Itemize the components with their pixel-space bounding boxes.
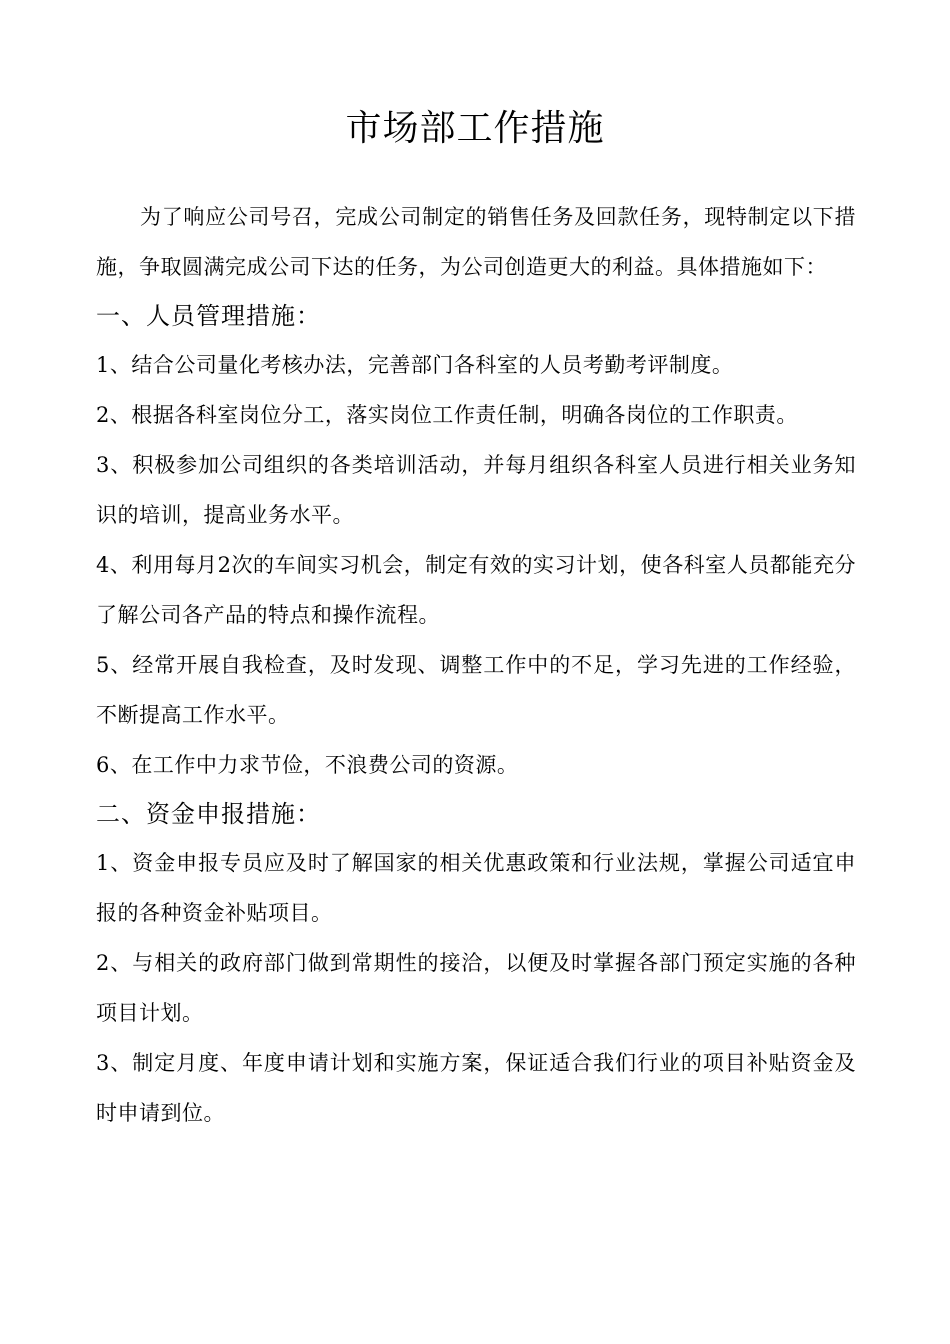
section-heading: 一、人员管理措施： [96, 302, 321, 330]
list-item: 2、根据各科室岗位分工，落实岗位工作责任制，明确各岗位的工作职责。 [96, 403, 798, 427]
list-item: 1、资金申报专员应及时了解国家的相关优惠政策和行业法规，掌握公司适宜申报的各种资金补贴项目。 [96, 851, 856, 925]
intro-paragraph: 为了响应公司号召，完成公司制定的销售任务及回款任务，现特制定以下措施，争取圆满完成公司下达的任务，为公司创造更大的利益。具体措施如下： [96, 205, 856, 279]
section-funding [96, 790, 856, 1138]
section-personnel [96, 292, 856, 790]
list-item: 1、结合公司量化考核办法，完善部门各科室的人员考勤考评制度。 [96, 353, 734, 377]
document-body [96, 192, 856, 1138]
list-item: 3、积极参加公司组织的各类培训活动，并每月组织各科室人员进行相关业务知识的培训，提高业务水平。 [96, 453, 856, 527]
list-item: 4、利用每月2次的车间实习机会，制定有效的实习计划，使各科室人员都能充分了解公司各产品的特点和操作流程。 [96, 553, 856, 627]
list-item: 5、经常开展自我检查，及时发现、调整工作中的不足，学习先进的工作经验，不断提高工作水平。 [96, 653, 856, 727]
section-heading: 二、资金申报措施： [96, 800, 321, 828]
list-item: 6、在工作中力求节俭，不浪费公司的资源。 [96, 753, 519, 777]
list-item: 2、与相关的政府部门做到常期性的接洽，以便及时掌握各部门预定实施的各种项目计划。 [96, 951, 856, 1025]
document-title: 市场部工作措施 [345, 108, 605, 149]
list-item: 3、制定月度、年度申请计划和实施方案，保证适合我们行业的项目补贴资金及时申请到位。 [96, 1051, 856, 1125]
